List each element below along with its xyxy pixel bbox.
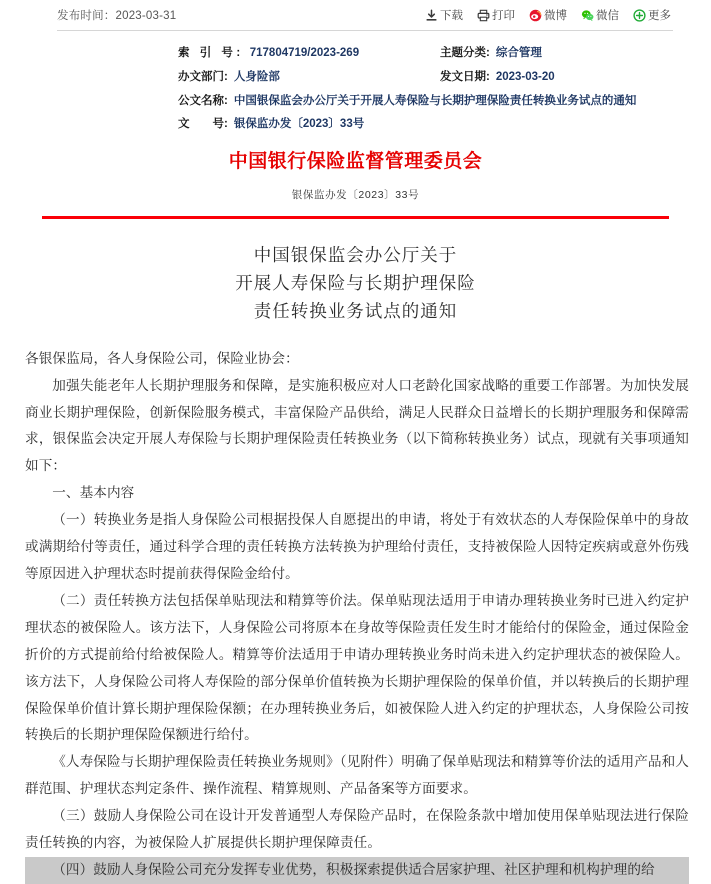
weibo-share-button[interactable] [529,7,567,23]
page-title-line: 责任转换业务试点的通知 [253,301,458,322]
wechat-share-button[interactable] [581,7,619,23]
issuing-authority-heading: 中国银行保险监督管理委员会 [228,151,483,173]
more-label: 更多 [648,10,671,22]
download-button[interactable] [425,7,463,23]
more-icon [633,9,646,22]
page-title-line: 中国银保监会办公厅关于 [253,244,458,265]
metadata-row [178,118,671,132]
section-heading-1: 一、基本内容 [52,485,135,501]
metadata-value: 银保监办发〔2023〕33号 [233,118,365,131]
download-label: 下载 [440,10,463,22]
metadata-label: 公文名称: [178,94,228,107]
metadata-label: 主题分类: [440,47,490,59]
body-paragraph: 《人寿保险与长期护理保险责任转换业务规则》（见附件）明确了保单贴现法和精算等价法的适用产品和人群范围、护理状态判定条件、操作流程、精算规则、产品备案等方面要求。 [25,754,689,797]
more-share-button[interactable] [633,7,671,23]
metadata-field-document-number [178,118,671,132]
body-paragraph-highlighted: （四）鼓励人身保险公司充分发挥专业优势，积极探索提供适合居家护理、社区护理和机构护理的给 [25,857,689,884]
metadata-label: 文 号: [178,118,228,131]
metadata-label: 索 引 号: [178,47,244,59]
metadata-row [178,71,671,85]
share-tools-group [425,7,671,23]
metadata-field-document-name [178,95,671,109]
metadata-value: 中国银保监会办公厅关于开展人寿保险与长期护理保险责任转换业务试点的通知 [233,94,637,107]
salutation: 各银保监局，各人身保险公司，保险业协会： [25,350,299,366]
print-button[interactable] [477,7,515,23]
page-title [0,241,711,326]
body-paragraph: 加强失能老年人长期护理服务和保障，是实施积极应对人口老龄化国家战略的重要工作部署。为加快发展商业长期护理保险，创新保险服务模式，丰富保险产品供给，满足人民群众日益增长的长期护理服务和保障需求，银保监会决定开展人寿保险与长期护理保险责任转换业务（以下简称转换业务）试点，现就有关事项通知如下： [25,377,689,474]
wechat-label: 微信 [596,10,619,22]
metadata-field-issue-date [440,71,671,85]
toolbar-divider [57,30,673,31]
metadata-value: 综合管理 [495,47,542,59]
metadata-field-index-number [178,47,440,61]
weibo-icon [529,9,542,22]
download-icon [425,9,438,22]
document-number-line: 银保监办发〔2023〕33号 [291,189,420,202]
red-separator-rule [42,216,669,219]
metadata-value: 人身险部 [233,70,280,83]
weibo-label: 微博 [544,10,567,22]
publish-time: 发布时间：2023-03-31 [57,10,177,22]
metadata-row [178,95,671,109]
page-title-line: 开展人寿保险与长期护理保险 [235,273,476,294]
metadata-field-topic-category [440,47,671,61]
print-label: 打印 [492,10,515,22]
body-paragraph: （二）责任转换方法包括保单贴现法和精算等价法。保单贴现法适用于申请办理转换业务时已进入约定护理状态的被保险人。该方法下，人身保险公司将原本在身故等保险责任发生时才能给付的保险金，通过保险金折价的方式提前给付给被保险人。精算等价法适用于申请办理转换业务时尚未进入约定护理状态的被保险人。该方法下，人身保险公司将人寿保险的部分保单价值转换为长期护理保险的保单价值，并以转换后的长期护理保险保单价值计算长期护理保险保额；在办理转换业务后，如被保险人进入约定的护理状态，人身保险公司按转换后的长期护理保险保额进行给付。 [25,592,689,743]
metadata-label: 办文部门: [178,70,228,83]
metadata-value: 2023-03-20 [495,70,555,83]
wechat-icon [581,9,594,22]
metadata-value: 717804719/2023-269 [249,47,360,59]
document-body [0,346,711,884]
body-paragraph: （三）鼓励人身保险公司在设计开发普通型人寿保险产品时，在保险条款中增加使用保单贴现法进行保险责任转换的内容，为被保险人扩展提供长期护理保障责任。 [25,808,689,851]
top-toolbar [0,0,711,30]
metadata-row [178,47,671,61]
body-paragraph: （一）转换业务是指人身保险公司根据投保人自愿提出的申请，将处于有效状态的人寿保险保单中的身故或满期给付等责任，通过科学合理的责任转换方法转换为护理给付责任，支持被保险人因特定疾病或意外伤残等原因进入护理状态时提前获得保险金给付。 [25,512,689,581]
metadata-label: 发文日期: [440,70,490,83]
metadata-field-issuing-department [178,71,440,85]
document-metadata-table [0,47,711,132]
print-icon [477,9,490,22]
